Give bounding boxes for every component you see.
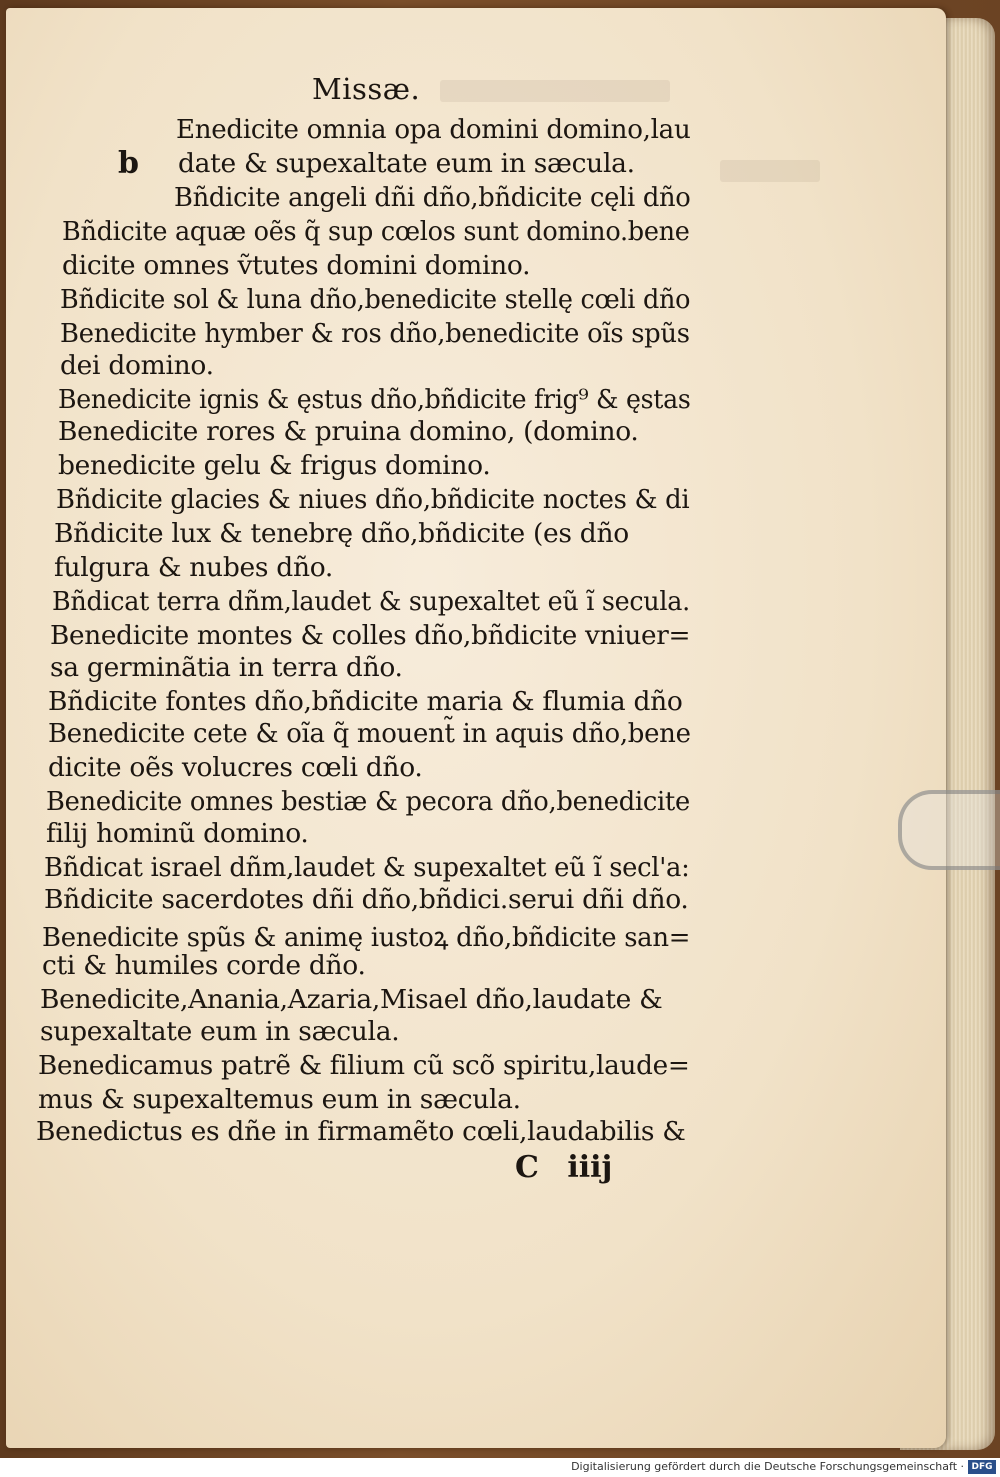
text-line: Bñdicite angeli dñi dño,bñdicite cęli dño [174, 182, 691, 213]
text-line: Benedicite hymber & ros dño,benedicite oĩs spũs [60, 318, 690, 349]
text-line: Bñdicite sacerdotes dñi dño,bñdici.serui dñi dño. [44, 884, 689, 915]
dfg-logo[interactable]: DFG [968, 1460, 996, 1474]
text-line: Benedicite spũs & animę iustoꝝ dño,bñdicite san= [42, 922, 691, 953]
text-line: Bñdicite glacies & niues dño,bñdicite noctes & di [56, 484, 690, 515]
text-line: Benedicite ignis & ęstus dño,bñdicite frig⁹ & ęstas [58, 384, 691, 415]
text-line: Bñdicite aquæ oẽs q̃ sup cœlos sunt domino.bene [62, 216, 690, 247]
text-line: date & supexaltate eum in sæcula. [178, 148, 635, 179]
margin-letter: b [118, 146, 139, 181]
text-line: Benedicite cete & oĩa q̃ mouent̃ in aquis dño,bene [48, 718, 691, 749]
catchword [515, 1150, 612, 1185]
running-head: Missæ. [312, 72, 421, 106]
text-line: Bñdicite fontes dño,bñdicite maria & flumia dño [48, 686, 683, 717]
text-line: Bñdicite sol & luna dño,benedicite stellę cœli dño [60, 284, 691, 315]
text-line: dicite omnes ṽtutes domini domino. [62, 250, 531, 281]
text-line: Benedicamus patrẽ & filium cũ scõ spiritu,laude= [38, 1050, 690, 1081]
text-line: benedicite gelu & frigus domino. [58, 450, 491, 481]
text-line: Bñdicat israel dñm,laudet & supexaltet eũ ĩ secl'a: [44, 852, 690, 883]
footer [0, 1458, 1000, 1477]
signature-mark: iiij [567, 1150, 613, 1185]
text-line: Benedicite rores & pruina domino, (domino. [58, 416, 639, 447]
text-line: Benedictus es dñe in firmamẽto cœli,laudabilis & [36, 1116, 686, 1147]
text-line: fulgura & nubes dño. [54, 552, 334, 583]
text-line: filij hominũ domino. [46, 818, 309, 849]
text-line: dei domino. [60, 350, 214, 381]
text-line: dicite oẽs volucres cœli dño. [48, 752, 423, 783]
text-line: Benedicite omnes bestiæ & pecora dño,benedicite [46, 786, 690, 817]
text-line: Benedicite montes & colles dño,bñdicite vniuer= [50, 620, 691, 651]
text-line: cti & humiles corde dño. [42, 950, 366, 981]
text-line: Bñdicat terra dñm,laudet & supexaltet eũ ĩ secula. [52, 586, 690, 617]
text-line: mus & supexaltemus eum in sæcula. [38, 1084, 521, 1115]
text-line: sa germinãtia in terra dño. [50, 652, 403, 683]
text-line: supexaltate eum in sæcula. [40, 1016, 400, 1047]
text-line: Benedicite,Anania,Azaria,Misael dño,laudate & [40, 984, 663, 1015]
catchword-letter: C [515, 1150, 539, 1185]
text-line: Bñdicite lux & tenebrę dño,bñdicite (es dño [54, 518, 629, 549]
text-line: Enedicite omnia opa domini domino,lau [176, 114, 691, 145]
footer-credit: Digitalisierung gefördert durch die Deutsche Forschungsgemeinschaft · [571, 1460, 964, 1473]
